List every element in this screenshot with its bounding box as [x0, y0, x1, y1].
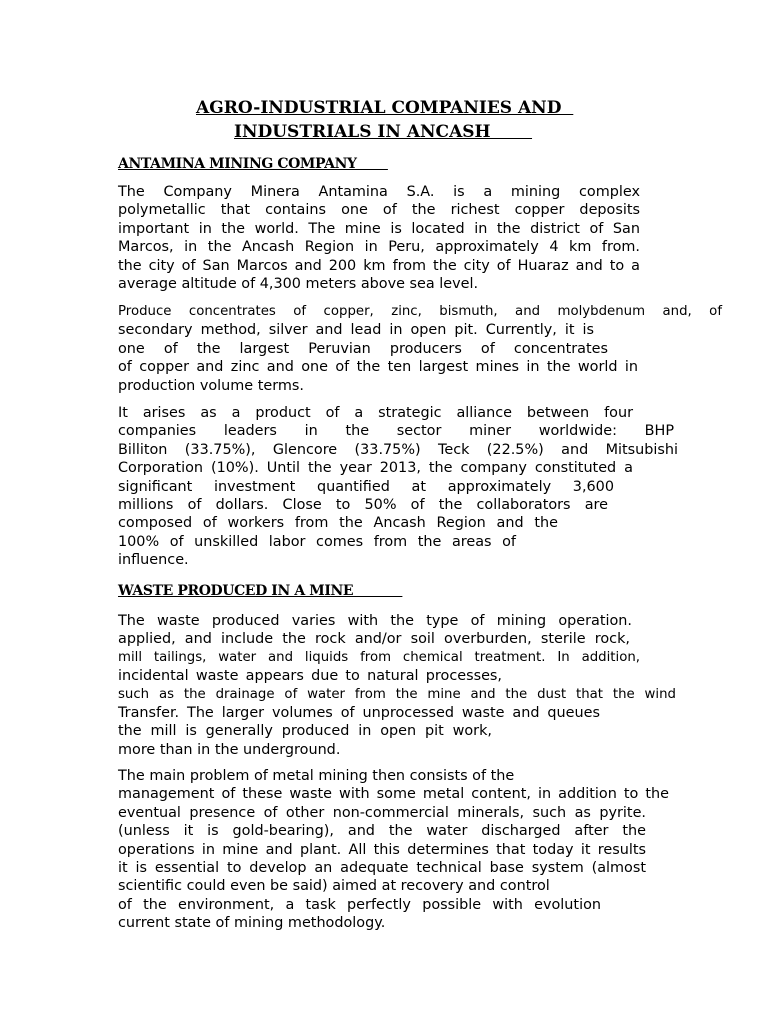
text-line: eventual presence of other non-commercial minerals, such as pyrite. [118, 804, 646, 821]
text-line: current state of mining methodology. [118, 915, 386, 932]
text-line: The Company Minera Antamina S.A. is a mining complex [118, 184, 640, 200]
text-line: mill tailings, water and liquids from chemical treatment. In addition, [118, 649, 640, 665]
document-title-line-1: AGRO-INDUSTRIAL COMPANIES AND [196, 98, 574, 118]
text-line: scientific could even be said) aimed at recovery and control [118, 878, 550, 895]
text-line: of the environment, a task perfectly possible with evolution [118, 896, 601, 913]
text-line: Transfer. The larger volumes of unprocessed waste and queues [118, 704, 600, 721]
text-line: more than in the underground. [118, 741, 341, 758]
text-line: operations in mine and plant. All this determines that today it results [118, 841, 646, 858]
document-title-line-2: INDUSTRIALS IN ANCASH [234, 122, 533, 142]
paragraph-antamina-production [118, 303, 722, 395]
text-line: secondary method, silver and lead in open pit. Currently, it is [118, 322, 594, 339]
text-line: The waste produced varies with the type of mining operation. [118, 613, 632, 629]
text-line: average altitude of 4,300 meters above sea level. [118, 275, 479, 292]
text-line: The main problem of metal mining then consists of the [118, 768, 515, 784]
text-line: significant investment quantified at approximately 3,600 [118, 478, 614, 495]
text-line: such as the drainage of water from the mine and the dust that the wind [118, 686, 676, 702]
text-line: influence. [118, 552, 189, 569]
text-line: 100% of unskilled labor comes from the areas of [118, 533, 516, 550]
text-line: Corporation (10%). Until the year 2013, the company constituted a [118, 460, 633, 477]
text-line: incidental waste appears due to natural processes, [118, 668, 502, 685]
text-line: applied, and include the rock and/or soil overburden, sterile rock, [118, 631, 630, 648]
text-line: It arises as a product of a strategic alliance between four [118, 405, 633, 421]
paragraph-antamina-alliance [118, 404, 678, 570]
paragraph-waste-management [118, 767, 669, 933]
paragraph-antamina-intro [118, 183, 640, 293]
text-line: of copper and zinc and one of the ten largest mines in the world in [118, 359, 638, 376]
text-line: companies leaders in the sector miner worldwide: BHP [118, 423, 674, 440]
text-line: composed of workers from the Ancash Region and the [118, 515, 558, 532]
text-line: production volume terms. [118, 377, 304, 394]
text-line: polymetallic that contains one of the richest copper deposits [118, 202, 640, 219]
text-line: the mill is generally produced in open pit work, [118, 723, 492, 740]
section-heading-waste: WASTE PRODUCED IN A MINE [118, 583, 403, 599]
text-line: important in the world. The mine is located in the district of San [118, 220, 640, 237]
text-line: (unless it is gold-bearing), and the water discharged after the [118, 823, 646, 840]
text-line: Marcos, in the Ancash Region in Peru, approximately 4 km from. [118, 239, 640, 256]
text-line: Produce concentrates of copper, zinc, bismuth, and molybdenum and, of [118, 304, 722, 319]
section-heading-antamina: ANTAMINA MINING COMPANY [118, 156, 388, 172]
text-line: the city of San Marcos and 200 km from the city of Huaraz and to a [118, 257, 640, 274]
text-line: millions of dollars. Close to 50% of the collaborators are [118, 496, 608, 513]
text-line: it is essential to develop an adequate technical base system (almost [118, 859, 646, 876]
paragraph-waste-types [118, 612, 676, 759]
text-line: one of the largest Peruvian producers of concentrates [118, 340, 608, 357]
text-line: management of these waste with some metal content, in addition to the [118, 786, 669, 803]
text-line: Billiton (33.75%), Glencore (33.75%) Teck (22.5%) and Mitsubishi [118, 441, 678, 458]
